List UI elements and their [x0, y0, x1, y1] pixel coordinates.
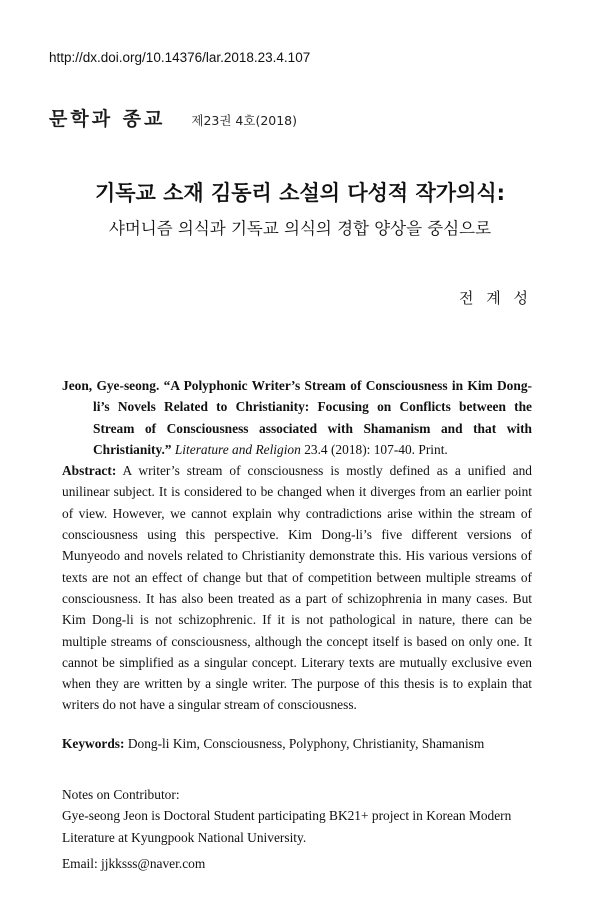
contributor-notes	[62, 784, 532, 874]
citation	[62, 375, 532, 460]
doi-link[interactable]: http://dx.doi.org/10.14376/lar.2018.23.4.107	[49, 50, 311, 65]
keywords-label: Keywords:	[62, 735, 125, 751]
citation-title: “A Polyphonic Writer’s Stream of Consciousness in Kim Dong-li’s Novels Related to Christianity: Focusing on Conflicts between the Stream of Consciousness associated with Shamanism and that with Christianity.”	[93, 378, 532, 457]
journal-issue: 제23권 4호(2018)	[191, 113, 298, 128]
abstract-label: Abstract:	[62, 463, 117, 479]
journal-header	[49, 104, 297, 131]
contributor-email: Email: jjkksss@naver.com	[62, 855, 206, 871]
keywords-text: Dong-li Kim, Consciousness, Polyphony, Christianity, Shamanism	[127, 735, 485, 751]
citation-details: 23.4 (2018): 107-40. Print.	[304, 441, 448, 457]
journal-logo: 문학과 종교	[49, 108, 166, 130]
paper-title: 기독교 소재 김동리 소설의 다성적 작가의식:	[94, 181, 506, 205]
notes-heading: Notes on Contributor:	[62, 787, 180, 803]
citation-journal: Literature and Religion	[174, 441, 301, 457]
keywords	[62, 733, 532, 754]
article-body	[62, 375, 532, 874]
paper-subtitle: 샤머니즘 의식과 기독교 의식의 경합 양상을 중심으로	[108, 219, 492, 238]
citation-author: Jeon, Gye-seong.	[62, 378, 160, 393]
abstract	[62, 460, 532, 716]
author-name-korean: 전 계 성	[458, 289, 532, 307]
abstract-text: A writer’s stream of consciousness is mostly defined as a unified and unilinear subject. It is considered to be changed when it diverges from an earlier point of view. However, we cannot explain why contradictions arise within the stream of consciousness using this perspective. Kim Dong-li’s five different versions of Munyeodo and novels related to Christianity demonstrate this. His various versions of texts are not an effect of change but that of competition between multiple streams of consciousness. It has also been treated as a part of schizophrenia in many cases. But Kim Dong-li is not schizophrenic. If it is not pathological in nature, there can be multiple streams of consciousness, although the concept itself is based on only one. It cannot be simplified as a singular concept. Literary texts are mutually exclusive even when they are written by a single writer. The purpose of this thesis is to explain that writers do not have a singular stream of consciousness.	[62, 463, 532, 713]
notes-text: Gye-seong Jeon is Doctoral Student participating BK21+ project in Korean Modern Literature at Kyungpook National University.	[62, 808, 512, 845]
